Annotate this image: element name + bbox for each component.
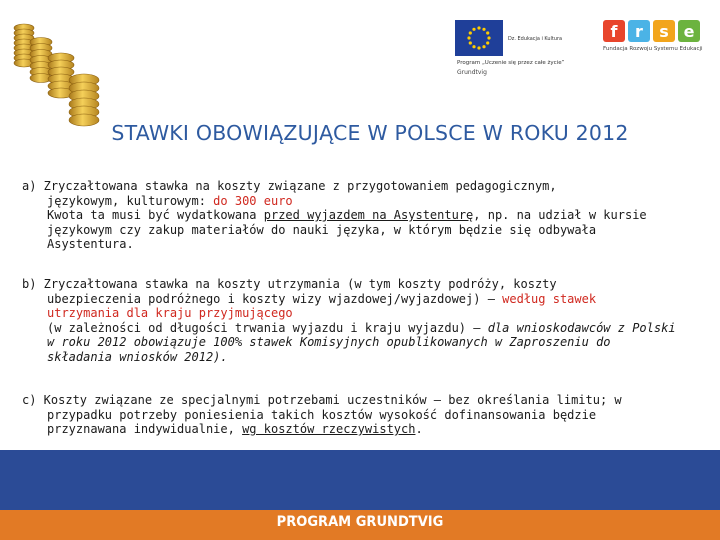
section-b-line-4: (w zależności od długości trwania wyjazdu i kraju wyjazdu) – dla wnioskodawców z Polski — [47, 320, 676, 335]
page-title: STAWKI OBOWIĄZUJĄCE W POLSCE W ROKU 2012 — [111, 121, 629, 145]
eu-program-name: Grundtvig — [457, 69, 487, 76]
eu-directorate-text: Dz. Edukacja i Kultura — [508, 36, 563, 42]
section-b-line-1: b) Zryczałtowana stawka na koszty utrzymania (w tym koszty podróży, koszty — [22, 277, 557, 291]
rates-text: według stawek — [502, 291, 597, 306]
footer-program-label: PROGRAM GRUNDTVIG — [276, 514, 444, 530]
section-b-line-5: w roku 2012 obowiązuje 100% stawek Komisyjnych opublikowanych w Zaproszeniu do — [47, 335, 611, 350]
actual-costs-text: wg kosztów rzeczywistych — [242, 422, 416, 437]
eu-logo — [455, 20, 585, 80]
section-c-line-3: przyznawana indywidualnie, wg kosztów rzeczywistych. — [47, 422, 423, 437]
footer-blue-band — [0, 450, 720, 510]
section-a-line-2: językowym, kulturowym: do 300 euro — [47, 193, 293, 208]
eu-program-text: Program „Uczenie się przez całe życie” — [457, 60, 565, 66]
frse-caption: Fundacja Rozwoju Systemu Edukacji — [603, 46, 703, 52]
section-c-line-2: przypadku potrzeby poniesienia takich kosztów wysokość dofinansowania będzie — [47, 407, 597, 422]
frse-letter-f: f — [603, 20, 625, 42]
section-a-line-3: Kwota ta musi być wydatkowana przed wyjazdem na Asystenturę, np. na udział w kursie — [47, 208, 647, 223]
before-departure-text: przed wyjazdem na Asystenturę — [263, 208, 474, 223]
section-b-line-6: składania wniosków 2012). — [47, 349, 228, 364]
coin-stacks-image — [6, 8, 116, 128]
amount-limit: do 300 euro — [213, 193, 293, 208]
section-a-line-1: a) Zryczałtowana stawka na koszty związane z przygotowaniem pedagogicznym, — [22, 179, 557, 193]
section-a — [22, 179, 692, 252]
section-c-line-1: c) Koszty związane ze specjalnymi potrzebami uczestników – bez określania limitu; w — [22, 393, 622, 407]
section-a-line-5: Asystentura. — [47, 237, 134, 252]
frse-letter-s: s — [653, 20, 675, 42]
section-b-line-2: ubezpieczenia podróżnego i koszty wizy wjazdowej/wyjazdowej) – według stawek — [47, 291, 597, 306]
frse-logo — [603, 20, 703, 70]
section-b — [22, 277, 692, 365]
frse-letter-e: e — [678, 20, 700, 42]
section-b-line-3: utrzymania dla kraju przyjmującego — [47, 306, 293, 321]
eu-flag-icon — [455, 20, 503, 56]
frse-letter-r: r — [628, 20, 650, 42]
section-c — [22, 393, 692, 437]
section-a-line-4: językowym czy zakup materiałów do nauki języka, w którym będzie się odbywała — [47, 222, 597, 237]
